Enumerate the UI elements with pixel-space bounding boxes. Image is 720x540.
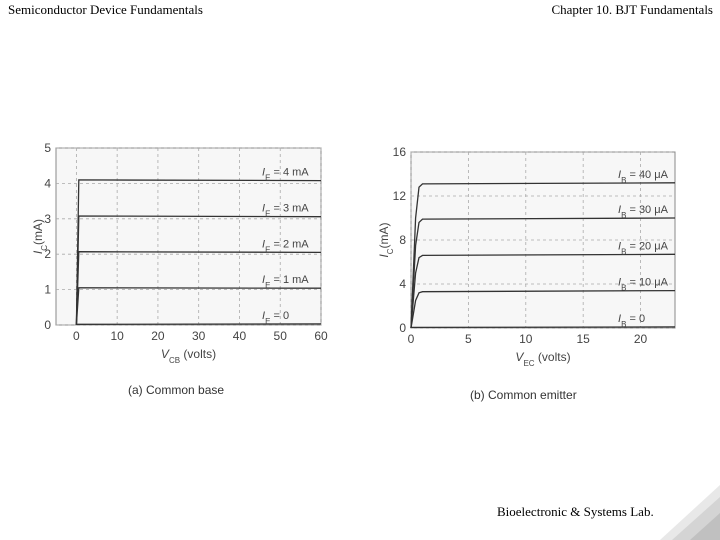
x-tick-label: 30	[192, 329, 206, 343]
corner-decoration-graphic	[660, 485, 720, 540]
y-tick-label: 4	[399, 277, 406, 291]
y-tick-label: 0	[44, 318, 51, 332]
x-tick-label: 0	[73, 329, 80, 343]
y-axis-label: $I_C(mA)$	[31, 218, 49, 255]
y-tick-label: 1	[44, 282, 51, 297]
x-tick-label: 15	[576, 332, 590, 346]
x-tick-label: 50	[273, 329, 287, 343]
series-label: $I_E = 4$ mA	[262, 166, 309, 183]
slide-header-chapter: Chapter 10. BJT Fundamentals	[551, 2, 713, 17]
y-axis-label: $I_C(mA)$	[377, 222, 395, 258]
y-tick-label: 0	[399, 321, 406, 335]
x-tick-label: 40	[232, 329, 247, 343]
series-label: $I_B = 0$	[618, 312, 646, 329]
x-axis-label: $V_{EC}$ (volts)	[515, 350, 571, 368]
series-label: $I_B = 10$ μA	[618, 276, 668, 293]
y-tick-label: 5	[44, 141, 51, 155]
x-tick-label: 10	[110, 329, 124, 343]
x-tick-label: 0	[407, 332, 415, 346]
x-tick-label: 20	[633, 332, 648, 346]
series-label: $I_E = 1$ mA	[262, 274, 309, 290]
common-base-chart	[30, 140, 340, 380]
x-tick-label: 10	[519, 332, 533, 346]
x-axis-label: $V_{CB}$ (volts)	[160, 347, 217, 365]
slide-header-course: Semiconductor Device Fundamentals	[8, 2, 203, 17]
y-tick-label: 16	[392, 145, 406, 159]
y-tick-label: 4	[44, 176, 51, 191]
x-tick-label: 5	[465, 332, 472, 346]
y-tick-label: 8	[399, 233, 406, 247]
series-label: $I_E = 3$ mA	[262, 202, 309, 219]
y-tick-label: 3	[44, 211, 51, 226]
series-curve-4	[411, 327, 675, 328]
series-label: $I_B = 40$ μA	[618, 168, 668, 185]
series-label: $I_B = 20$ μA	[618, 240, 668, 256]
y-tick-label: 2	[44, 247, 51, 262]
series-label: $I_E = 0$	[262, 309, 290, 326]
x-tick-label: 60	[314, 329, 328, 343]
common-emitter-caption: (b) Common emitter	[470, 388, 577, 402]
series-label: $I_E = 2$ mA	[262, 238, 309, 254]
lab-name-footer: Bioelectronic & Systems Lab.	[497, 504, 654, 519]
y-tick-label: 12	[392, 189, 406, 203]
x-tick-label: 20	[151, 329, 165, 343]
common-emitter-chart	[370, 142, 690, 387]
series-label: $I_B = 30$ μA	[618, 204, 668, 220]
common-base-caption: (a) Common base	[128, 383, 225, 397]
